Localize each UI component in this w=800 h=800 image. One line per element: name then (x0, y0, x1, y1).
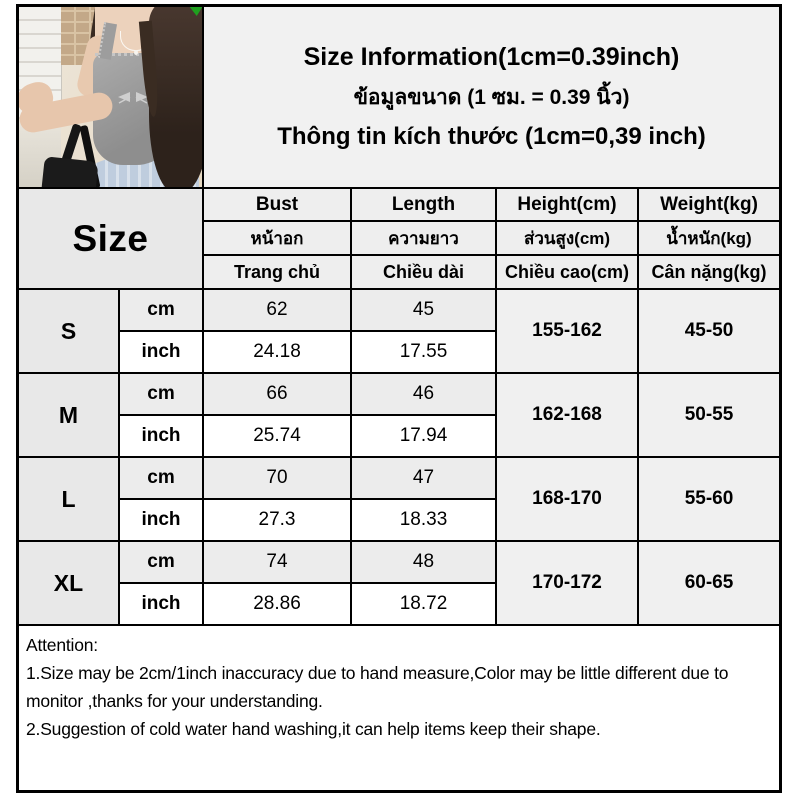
value-bust-cm: 70 (204, 458, 350, 498)
col-header-weight-en: Weight(kg) (639, 189, 779, 220)
attention-note-2: 2.Suggestion of cold water hand washing,it can help items keep their shape. (26, 719, 601, 739)
value-bust-inch: 24.18 (204, 332, 350, 372)
size-chart-table (16, 4, 782, 793)
value-bust-inch: 28.86 (204, 584, 350, 624)
col-header-bust-en: Bust (204, 189, 350, 220)
col-header-length-th: ความยาว (352, 222, 495, 254)
product-photo (19, 7, 202, 187)
value-length-cm: 47 (352, 458, 495, 498)
value-height-range: 170-172 (497, 542, 637, 624)
title-thai: ข้อมูลขนาด (1 ซม. = 0.39 นิ้ว) (353, 86, 630, 109)
col-header-height-en: Height(cm) (497, 189, 637, 220)
value-bust-cm: 62 (204, 290, 350, 330)
size-label-xl: XL (19, 542, 118, 624)
value-bust-inch: 27.3 (204, 500, 350, 540)
attention-heading: Attention: (26, 635, 98, 655)
col-header-height-th: ส่วนสูง(cm) (497, 222, 637, 254)
value-height-range: 162-168 (497, 374, 637, 456)
value-height-range: 168-170 (497, 458, 637, 540)
col-header-weight-vi: Cân nặng(kg) (639, 256, 779, 288)
value-length-cm: 45 (352, 290, 495, 330)
unit-label-inch: inch (120, 500, 202, 540)
value-length-inch: 17.94 (352, 416, 495, 456)
value-length-inch: 18.72 (352, 584, 495, 624)
value-length-cm: 48 (352, 542, 495, 582)
unit-label-cm: cm (120, 290, 202, 330)
unit-label-inch: inch (120, 416, 202, 456)
title-english: Size Information(1cm=0.39inch) (303, 43, 680, 71)
col-header-length-en: Length (352, 189, 495, 220)
attention-note-1: 1.Size may be 2cm/1inch inaccuracy due to hand measure,Color may be little different due to monitor ,thanks for your understanding. (26, 663, 729, 711)
col-header-bust-vi: Trang chủ (204, 256, 350, 288)
value-length-inch: 17.55 (352, 332, 495, 372)
value-length-inch: 18.33 (352, 500, 495, 540)
size-label-s: S (19, 290, 118, 372)
value-bust-cm: 74 (204, 542, 350, 582)
value-weight-range: 50-55 (639, 374, 779, 456)
black-bag (41, 156, 98, 187)
col-header-length-vi: Chiều dài (352, 256, 495, 288)
value-weight-range: 60-65 (639, 542, 779, 624)
unit-label-inch: inch (120, 332, 202, 372)
size-label-l: L (19, 458, 118, 540)
title-vietnamese: Thông tin kích thước (1cm=0,39 inch) (277, 123, 706, 150)
value-weight-range: 45-50 (639, 290, 779, 372)
value-length-cm: 46 (352, 374, 495, 414)
value-height-range: 155-162 (497, 290, 637, 372)
size-label-m: M (19, 374, 118, 456)
attention-notes (19, 626, 779, 790)
unit-label-cm: cm (120, 458, 202, 498)
col-header-height-vi: Chiều cao(cm) (497, 256, 637, 288)
value-weight-range: 55-60 (639, 458, 779, 540)
col-header-weight-th: น้ำหนัก(kg) (639, 222, 779, 254)
unit-label-inch: inch (120, 584, 202, 624)
value-bust-cm: 66 (204, 374, 350, 414)
col-header-bust-th: หน้าอก (204, 222, 350, 254)
value-bust-inch: 25.74 (204, 416, 350, 456)
unit-label-cm: cm (120, 374, 202, 414)
size-column-header: Size (19, 189, 202, 288)
unit-label-cm: cm (120, 542, 202, 582)
size-info-title (204, 7, 779, 187)
